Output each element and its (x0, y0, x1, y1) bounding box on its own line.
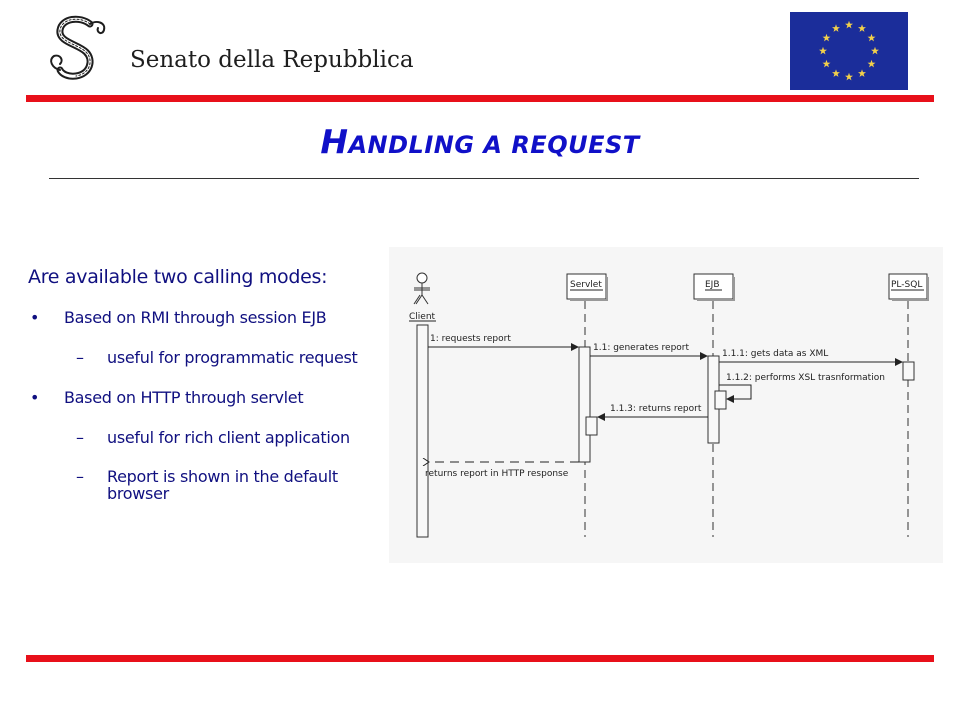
bullet-item (28, 388, 388, 407)
svg-text:1.1.2: performs XSL trasnforma: 1.1.2: performs XSL trasnformation (726, 373, 885, 383)
svg-text:1.1.1: gets data as XML: 1.1.1: gets data as XML (722, 349, 829, 359)
eu-flag (790, 12, 908, 90)
intro-text: Are available two calling modes: (28, 266, 328, 288)
svg-text:1: requests report: 1: requests report (430, 334, 511, 344)
message-1-1-1 (719, 349, 902, 362)
bullet-text: Based on HTTP through servlet (64, 388, 304, 407)
title-rule (49, 178, 919, 179)
message-1-1-2 (719, 373, 885, 399)
slide-title (0, 122, 960, 161)
message-return (425, 462, 579, 479)
header-divider (26, 95, 934, 102)
title-initial: H (320, 122, 349, 161)
sub-item (28, 468, 388, 502)
actor-client-icon (414, 273, 430, 304)
title-rest: ANDLING A REQUEST (348, 131, 640, 159)
message-1-1-3 (598, 404, 708, 417)
organization-name: Senato della Repubblica (130, 47, 414, 73)
sub-text: Report is shown in the default browser (107, 467, 338, 503)
svg-text:returns report in HTTP respons: returns report in HTTP response (425, 469, 569, 479)
sub-item (28, 349, 388, 366)
svg-text:1.1.3: returns report: 1.1.3: returns report (610, 404, 702, 414)
footer-divider (26, 655, 934, 662)
slide-content (28, 266, 388, 524)
sub-text: useful for programmatic request (107, 348, 358, 367)
lifeline-label: EJB (705, 280, 720, 290)
sub-item (28, 429, 388, 446)
sub-text: useful for rich client application (107, 428, 350, 447)
sequence-diagram (389, 247, 943, 563)
bullet-dot-icon: • (30, 388, 40, 407)
message-1-1 (590, 343, 707, 356)
eu-stars-icon (790, 12, 908, 90)
svg-text:1.1: generates report: 1.1: generates report (593, 343, 690, 353)
dash-icon: – (76, 348, 84, 367)
actor-label: Client (409, 312, 436, 322)
dash-icon: – (76, 428, 84, 447)
bullet-text: Based on RMI through session EJB (64, 308, 327, 327)
dash-icon: – (76, 467, 84, 486)
senato-logo (44, 14, 114, 82)
bullet-dot-icon: • (30, 308, 40, 327)
lifeline-label: PL-SQL (891, 280, 923, 290)
senato-s-logo-icon (44, 14, 114, 82)
message-1 (428, 334, 578, 347)
bullet-item (28, 308, 388, 327)
lifeline-label: Servlet (570, 280, 602, 290)
client-activation (417, 325, 428, 537)
